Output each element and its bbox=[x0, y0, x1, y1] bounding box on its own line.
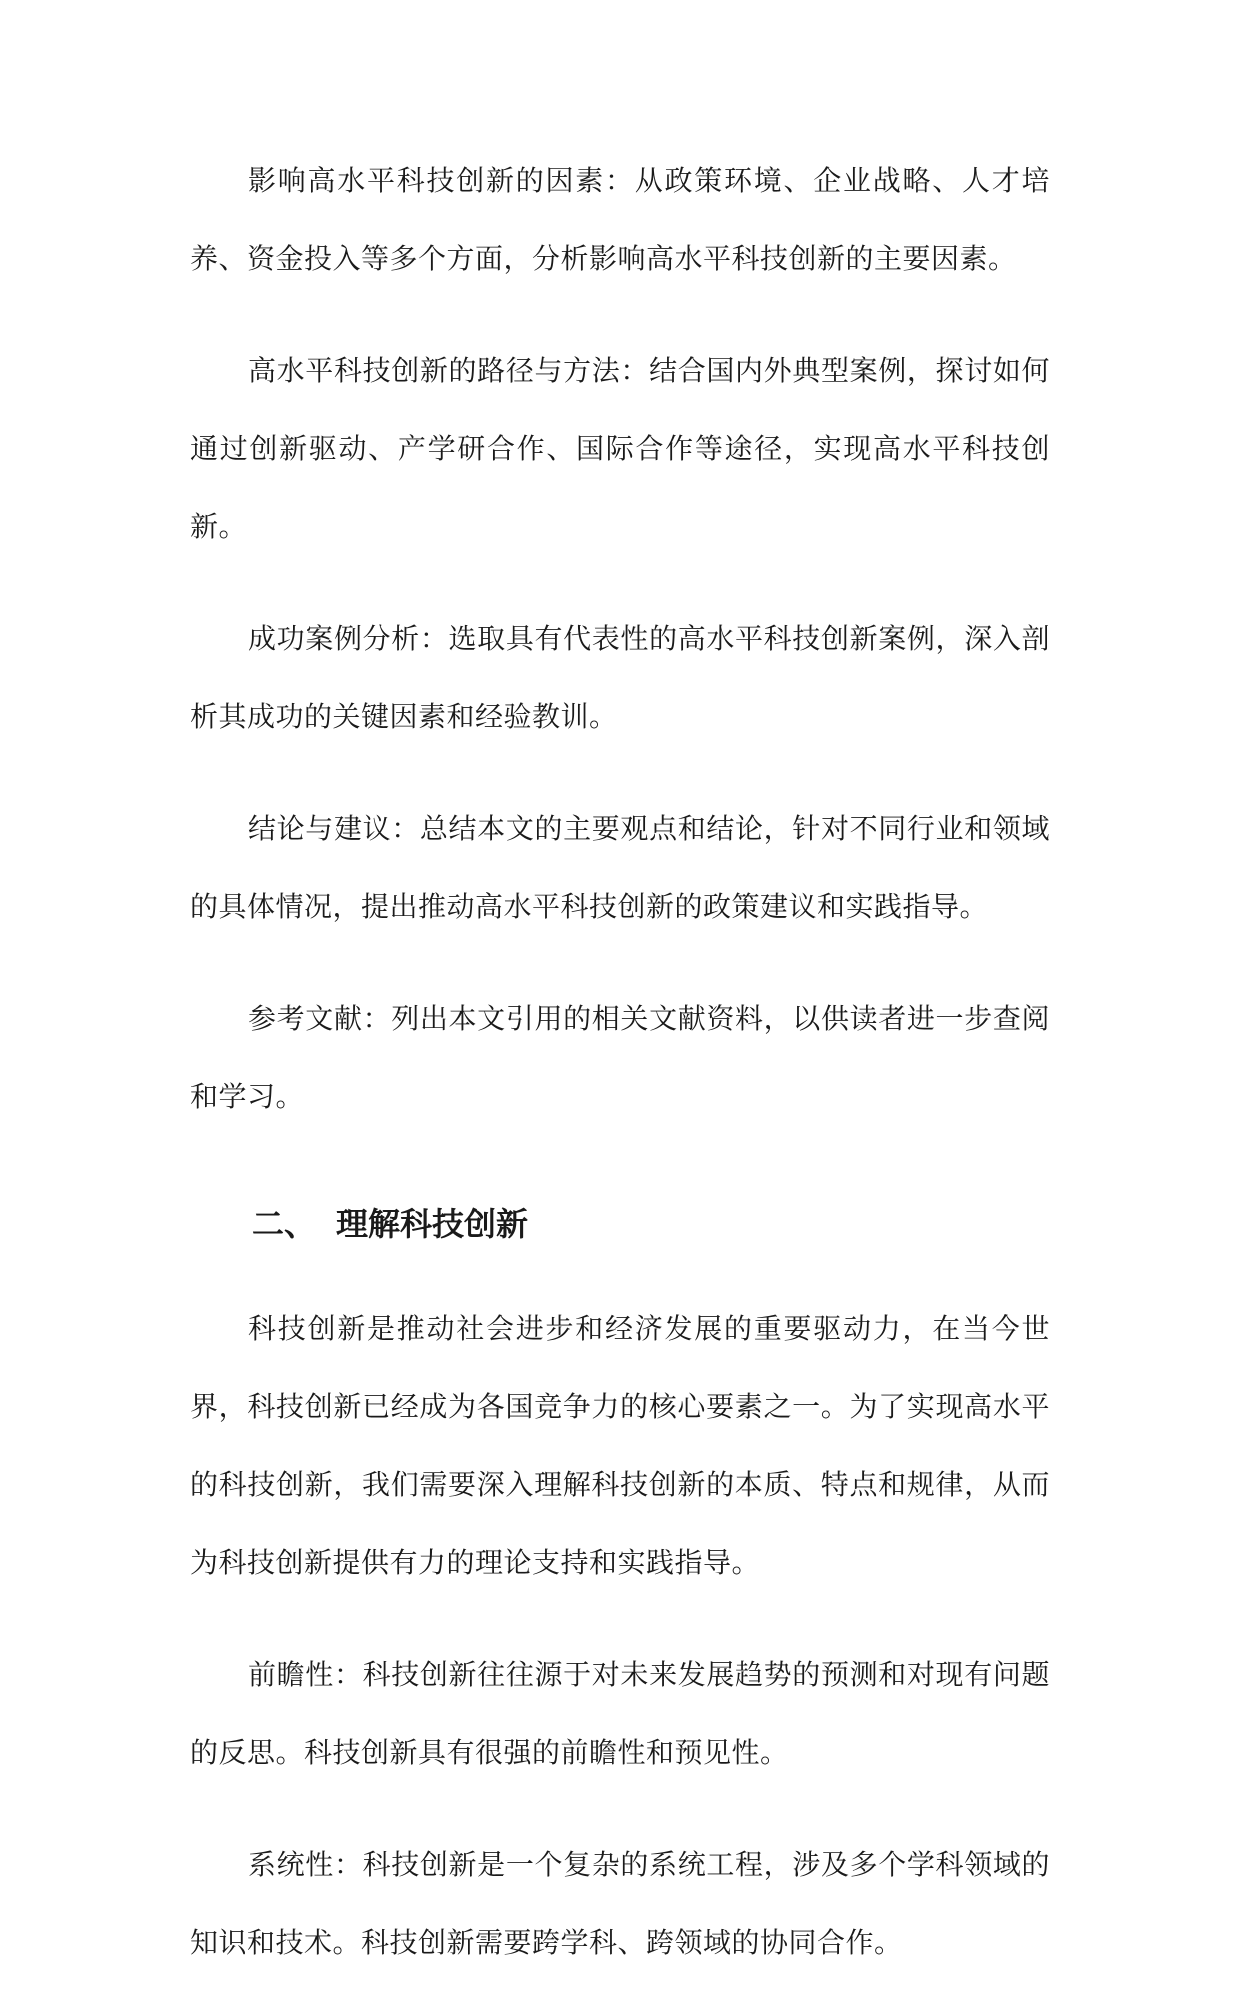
paragraph-foresight: 前瞻性：科技创新往往源于对未来发展趋势的预测和对现有问题的反思。科技创新具有很强的前瞻性和预见性。 bbox=[190, 1658, 1050, 1769]
paragraph-influencing-factors: 影响高水平科技创新的因素：从政策环境、企业战略、人才培养、资金投入等多个方面，分析影响高水平科技创新的主要因素。 bbox=[190, 164, 1050, 275]
paragraph-systematic: 系统性：科技创新是一个复杂的系统工程，涉及多个学科领域的知识和技术。科技创新需要跨学科、跨领域的协同合作。 bbox=[190, 1848, 1050, 1959]
paragraph-references: 参考文献：列出本文引用的相关文献资料，以供读者进一步查阅和学习。 bbox=[190, 1002, 1050, 1113]
section-title: 理解科技创新 bbox=[336, 1205, 529, 1243]
paragraph-intro: 科技创新是推动社会进步和经济发展的重要驱动力，在当今世界，科技创新已经成为各国竞争力的核心要素之一。为了实现高水平的科技创新，我们需要深入理解科技创新的本质、特点和规律，从而为科技创新提供有力的理论支持和实践指导。 bbox=[190, 1312, 1050, 1579]
paragraph-case-analysis: 成功案例分析：选取具有代表性的高水平科技创新案例，深入剖析其成功的关键因素和经验教训。 bbox=[190, 622, 1050, 733]
section-number: 二、 bbox=[252, 1205, 317, 1243]
page-content bbox=[190, 142, 1050, 2016]
paragraph-paths-methods: 高水平科技创新的路径与方法：结合国内外典型案例，探讨如何通过创新驱动、产学研合作、国际合作等途径，实现高水平科技创新。 bbox=[190, 354, 1050, 543]
paragraph-conclusions: 结论与建议：总结本文的主要观点和结论，针对不同行业和领域的具体情况，提出推动高水平科技创新的政策建议和实践指导。 bbox=[190, 812, 1050, 923]
section-heading bbox=[190, 1194, 1050, 1254]
